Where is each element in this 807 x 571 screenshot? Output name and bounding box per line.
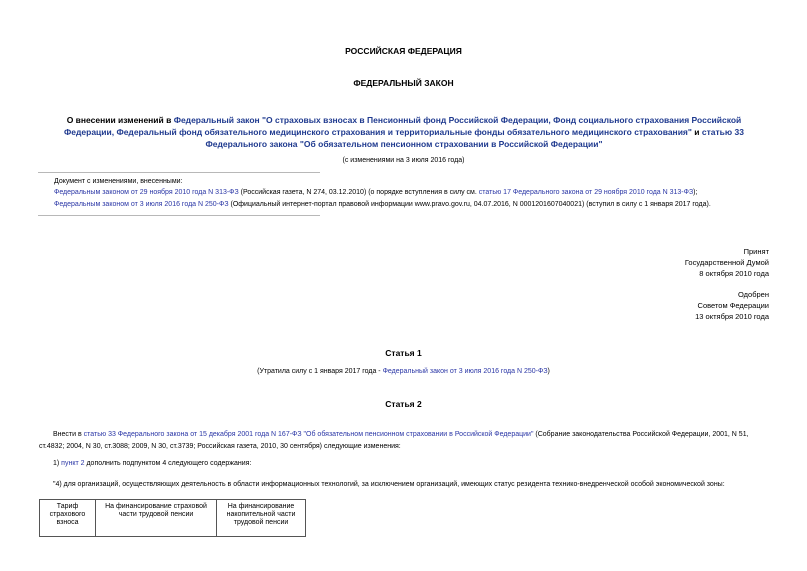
rates-header-insurance-part: На финансирование страховой части трудовой пенсии <box>96 500 217 537</box>
changes-item-2 <box>54 199 711 211</box>
approved-by: Советом Федерации <box>697 301 769 310</box>
changes-item-1 <box>54 187 697 199</box>
rates-header-tariff: Тариф страхового взноса <box>40 500 96 537</box>
doc-type-heading: ФЕДЕРАЛЬНЫЙ ЗАКОН <box>353 78 454 88</box>
changes-item-1-text: (Российская газета, N 274, 03.12.2010) (о порядке вступления в силу см. <box>238 189 479 196</box>
changes-item-2-link[interactable]: Федеральным законом от 3 июля 2016 года N 250-ФЗ <box>54 201 229 208</box>
accepted-label: Принят <box>743 247 769 256</box>
changes-top-rule <box>38 172 320 173</box>
article-2-intro-rest: (Собрание законодательства Российской Федерации, 2001, N 51, ст.4832; 2004, N 30, ст.3088; 2009, N 30, ст.3739; Российская газета, 2010, 30 сентября) следующие изменения: <box>39 431 749 450</box>
article-2-intro-prefix: Внести в <box>53 431 84 438</box>
title-middle: и <box>691 127 702 137</box>
changes-item-1-end: ); <box>693 189 698 196</box>
point-1-rest: дополнить подпунктом 4 следующего содержания: <box>84 460 252 467</box>
changes-item-1-link2[interactable]: статью 17 Федерального закона от 29 ноября 2010 года N 313-ФЗ <box>478 189 694 196</box>
adoption-approved <box>569 289 769 322</box>
article-1-note-link[interactable]: Федеральный закон от 3 июля 2016 года N 250-ФЗ <box>382 368 548 375</box>
article-1-note-prefix: (Утратила силу с 1 января 2017 года - <box>257 368 383 375</box>
article-2-title: Статья 2 <box>385 399 422 409</box>
article-2-intro <box>39 429 772 453</box>
article-2-subpoint: "4) для организаций, осуществляющих деятельность в области информационных технологий, за исключением организаций, имеющих статус резидента технико-внедренческой особой экономической зоны: <box>53 481 725 488</box>
approved-date: 13 октября 2010 года <box>695 312 769 321</box>
adoption-accepted <box>569 246 769 279</box>
point-1-number: 1) <box>53 460 62 467</box>
changes-item-2-text: (Официальный интернет-портал правовой информации www.pravo.gov.ru, 04.07.2016, N 0001201607040021) (вступил в силу с 1 января 2017 года). <box>228 201 711 208</box>
article-1-title: Статья 1 <box>385 348 422 358</box>
changes-item-1-link[interactable]: Федеральным законом от 29 ноября 2010 года N 313-ФЗ <box>54 189 239 196</box>
accepted-by: Государственной Думой <box>684 258 769 267</box>
revision-note: (с изменениями на 3 июля 2016 года) <box>342 157 465 164</box>
approved-label: Одобрен <box>738 290 769 299</box>
article-1-note-suffix: ) <box>547 368 550 375</box>
title-prefix: О внесении изменений в <box>66 115 174 125</box>
changes-heading: Документ с изменениями, внесенными: <box>54 178 183 185</box>
rates-table <box>39 499 306 537</box>
changes-bottom-rule <box>38 215 320 216</box>
title-link-insurance-law[interactable]: Федеральный закон "О страховых взносах в Пенсионный фонд Российской Федерации, Фонд социального страхования Российской Федерации, Федеральный фонд обязательного медицинского страхования и территориальные фонды обязательного медицинского страхования" <box>64 115 742 137</box>
rates-table-header-row <box>40 500 306 537</box>
article-2-intro-link[interactable]: статью 33 Федерального закона от 15 декабря 2001 года N 167-ФЗ "Об обязательном пенсионном страховании в Российской Федерации" <box>83 431 534 438</box>
title-link-pension-law[interactable]: статью 33 Федерального закона "Об обязательном пенсионном страховании в Российской Федерации" <box>205 127 744 149</box>
point-1-link[interactable]: пункт 2 <box>61 460 85 467</box>
article-1-note <box>0 368 807 375</box>
law-title <box>42 114 766 150</box>
article-2-point-1 <box>53 460 251 467</box>
accepted-date: 8 октября 2010 года <box>699 269 769 278</box>
rates-header-funded-part: На финансирование накопительной части трудовой пенсии <box>217 500 306 537</box>
country-heading: РОССИЙСКАЯ ФЕДЕРАЦИЯ <box>345 46 462 56</box>
